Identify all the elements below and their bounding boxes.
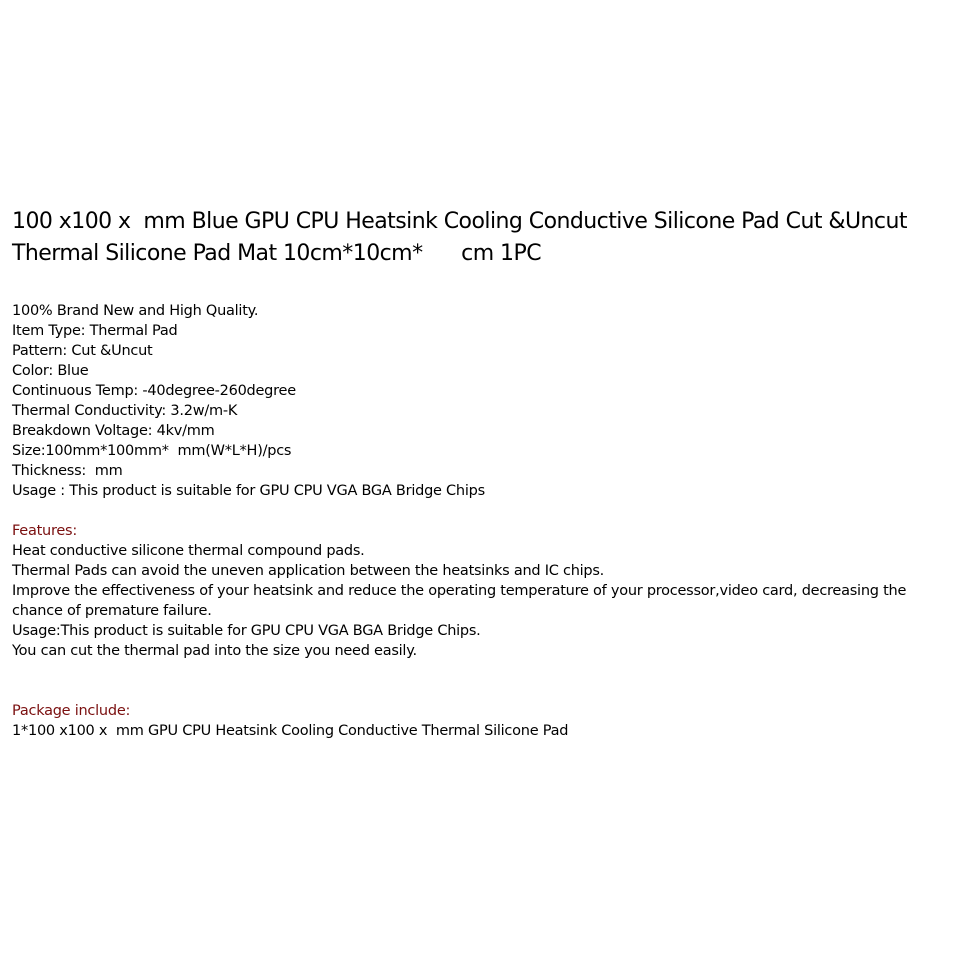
spec-line: Pattern: Cut &Uncut	[12, 343, 153, 359]
spec-line: Thickness: mm	[12, 463, 123, 479]
spec-line: Thermal Conductivity: 3.2w/m-K	[12, 403, 238, 419]
product-title	[12, 206, 962, 270]
spec-line: Usage : This product is suitable for GPU CPU VGA BGA Bridge Chips	[12, 483, 485, 499]
package-line: 1*100 x100 x mm GPU CPU Heatsink Cooling Conductive Thermal Silicone Pad	[12, 723, 569, 739]
spec-line: Item Type: Thermal Pad	[12, 323, 178, 339]
spec-list	[12, 301, 962, 501]
product-title-line-2: Thermal Silicone Pad Mat 10cm*10cm* cm 1PC	[12, 241, 542, 266]
features-section	[12, 521, 962, 661]
feature-line: Usage:This product is suitable for GPU CPU VGA BGA Bridge Chips.	[12, 623, 481, 639]
feature-line: chance of premature failure.	[12, 603, 212, 619]
feature-line: Improve the effectiveness of your heatsink and reduce the operating temperature of your processor,video card, decreasing the	[12, 583, 907, 599]
product-title-line-1: 100 x100 x mm Blue GPU CPU Heatsink Cooling Conductive Silicone Pad Cut &Uncut	[12, 209, 907, 234]
feature-line: Thermal Pads can avoid the uneven application between the heatsinks and IC chips.	[12, 563, 605, 579]
spec-line: Breakdown Voltage: 4kv/mm	[12, 423, 215, 439]
spec-line: Color: Blue	[12, 363, 89, 379]
spec-line: Continuous Temp: -40degree-260degree	[12, 383, 296, 399]
package-section	[12, 701, 962, 741]
feature-line: Heat conductive silicone thermal compound pads.	[12, 543, 365, 559]
feature-line: You can cut the thermal pad into the size you need easily.	[12, 643, 417, 659]
spec-line: Size:100mm*100mm* mm(W*L*H)/pcs	[12, 443, 292, 459]
features-heading: Features:	[12, 523, 77, 539]
spec-line: 100% Brand New and High Quality.	[12, 303, 259, 319]
package-heading: Package include:	[12, 703, 131, 719]
